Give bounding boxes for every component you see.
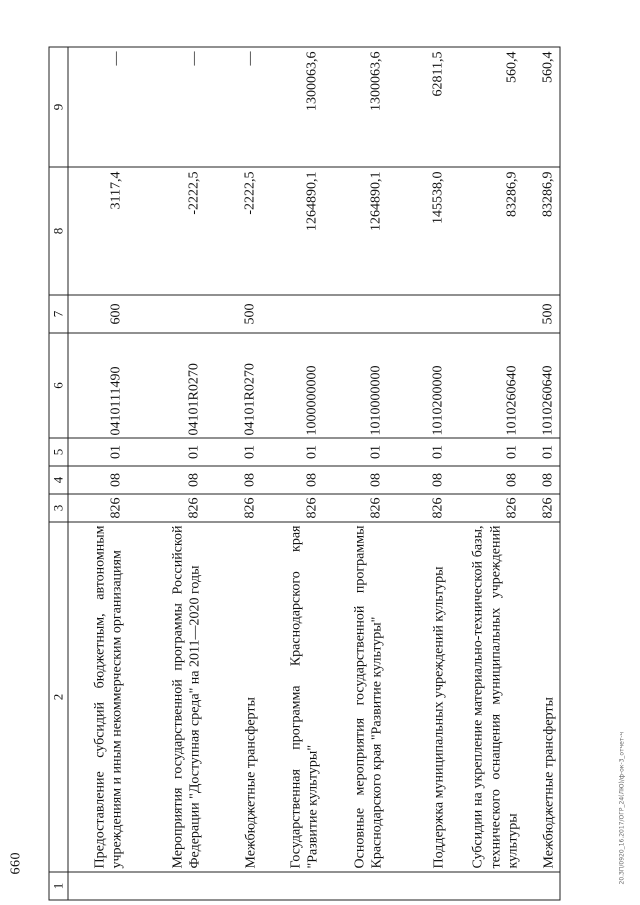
cell-ved: 826	[524, 494, 560, 522]
cell-sum-1: 3117,4	[68, 167, 128, 295]
table-row	[450, 47, 524, 900]
table-row	[262, 47, 324, 900]
table-header-row	[49, 47, 68, 900]
cell-sum-2: 1300063,6	[262, 47, 324, 167]
cell-ved: 826	[206, 494, 262, 522]
cell-rz: 08	[206, 466, 262, 494]
cell-csr: 04101R0270	[128, 333, 206, 438]
row-name: Предоставление субсидий бюджетным, автономным учреждениям и иным некоммерческим организациям	[68, 522, 128, 872]
cell-rz: 08	[324, 466, 388, 494]
rotated-page	[1, 0, 640, 905]
table-row	[68, 47, 128, 900]
cell-pr: 01	[388, 438, 450, 466]
cell-rz: 08	[262, 466, 324, 494]
cell-csr: 1010260640	[524, 333, 560, 438]
cell-ved: 826	[68, 494, 128, 522]
cell-sum-1: 1264890,1	[262, 167, 324, 295]
cell-pr: 01	[524, 438, 560, 466]
header-cell: 9	[49, 47, 68, 167]
cell-vr: 600	[68, 295, 128, 333]
cell-vr: 500	[206, 295, 262, 333]
table-row	[324, 47, 388, 900]
cell-rz: 08	[450, 466, 524, 494]
budget-table	[49, 47, 561, 901]
cell-rz: 08	[388, 466, 450, 494]
header-cell: 1	[49, 872, 68, 900]
cell-sum-1: -2222,5	[206, 167, 262, 295]
cell-rz: 08	[128, 466, 206, 494]
cell-csr: 1000000000	[262, 333, 324, 438]
table-row	[206, 47, 262, 900]
cell-sum-1: 1264890,1	[324, 167, 388, 295]
cell-vr	[450, 295, 524, 333]
cell-csr: 0410111490	[68, 333, 128, 438]
cell-csr: 04101R0270	[206, 333, 262, 438]
cell-ved: 826	[128, 494, 206, 522]
row-name: Государственная программа Краснодарского края "Развитие культуры"	[262, 522, 324, 872]
cell-csr: 1010260640	[450, 333, 524, 438]
cell-ved: 826	[324, 494, 388, 522]
row-name: Межбюджетные трансферты	[524, 522, 560, 872]
header-cell: 4	[49, 466, 68, 494]
cell-rz: 08	[68, 466, 128, 494]
cell-csr: 1010000000	[324, 333, 388, 438]
cell-sum-2: —	[68, 47, 128, 167]
cell-sum-2: 62811,5	[388, 47, 450, 167]
cell-sum-2: 560,4	[450, 47, 524, 167]
header-cell: 7	[49, 295, 68, 333]
cell-pr: 01	[68, 438, 128, 466]
row-name: Субсидии на укрепление материально-технической базы, технического оснащения муниципальных учреждений культуры	[450, 522, 524, 872]
header-cell: 6	[49, 333, 68, 438]
cell-csr: 1010200000	[388, 333, 450, 438]
cell-sum-2: —	[128, 47, 206, 167]
table-row	[128, 47, 206, 900]
print-footer-note: 20.ЗП/0920_16.2017/ОГР_24(ЛЮ)/ф-ок-3_отчет-ч	[618, 731, 626, 885]
cell-vr	[262, 295, 324, 333]
cell-ved: 826	[450, 494, 524, 522]
row-name: Мероприятия государственной программы Российской Федерации "Доступная среда" на 2011—2020 годы	[128, 522, 206, 872]
row-name: Межбюджетные трансферты	[206, 522, 262, 872]
cell-ved: 826	[388, 494, 450, 522]
table-row	[388, 47, 450, 900]
row-name: Основные мероприятия государственной программы Краснодарского края "Развитие культуры"	[324, 522, 388, 872]
page-number: 660	[8, 852, 24, 875]
cell-pr: 01	[128, 438, 206, 466]
cell-vr	[128, 295, 206, 333]
cell-ved: 826	[262, 494, 324, 522]
cell-pr: 01	[450, 438, 524, 466]
cell-pr: 01	[324, 438, 388, 466]
cell-sum-1: 145538,0	[388, 167, 450, 295]
cell-pr: 01	[206, 438, 262, 466]
cell-sum-1: 83286,9	[450, 167, 524, 295]
cell-sum-2: —	[206, 47, 262, 167]
header-cell: 8	[49, 167, 68, 295]
cell-sum-1: -2222,5	[128, 167, 206, 295]
cell-sum-1: 83286,9	[524, 167, 560, 295]
cell-rz: 08	[524, 466, 560, 494]
cell-sum-2: 1300063,6	[324, 47, 388, 167]
cell-pr: 01	[262, 438, 324, 466]
table-row	[524, 47, 560, 900]
row-name: Поддержка муниципальных учреждений культуры	[388, 522, 450, 872]
header-cell: 3	[49, 494, 68, 522]
cell-vr: 500	[524, 295, 560, 333]
cell-vr	[324, 295, 388, 333]
header-cell: 2	[49, 522, 68, 872]
cell-vr	[388, 295, 450, 333]
cell-sum-2: 560,4	[524, 47, 560, 167]
header-cell: 5	[49, 438, 68, 466]
